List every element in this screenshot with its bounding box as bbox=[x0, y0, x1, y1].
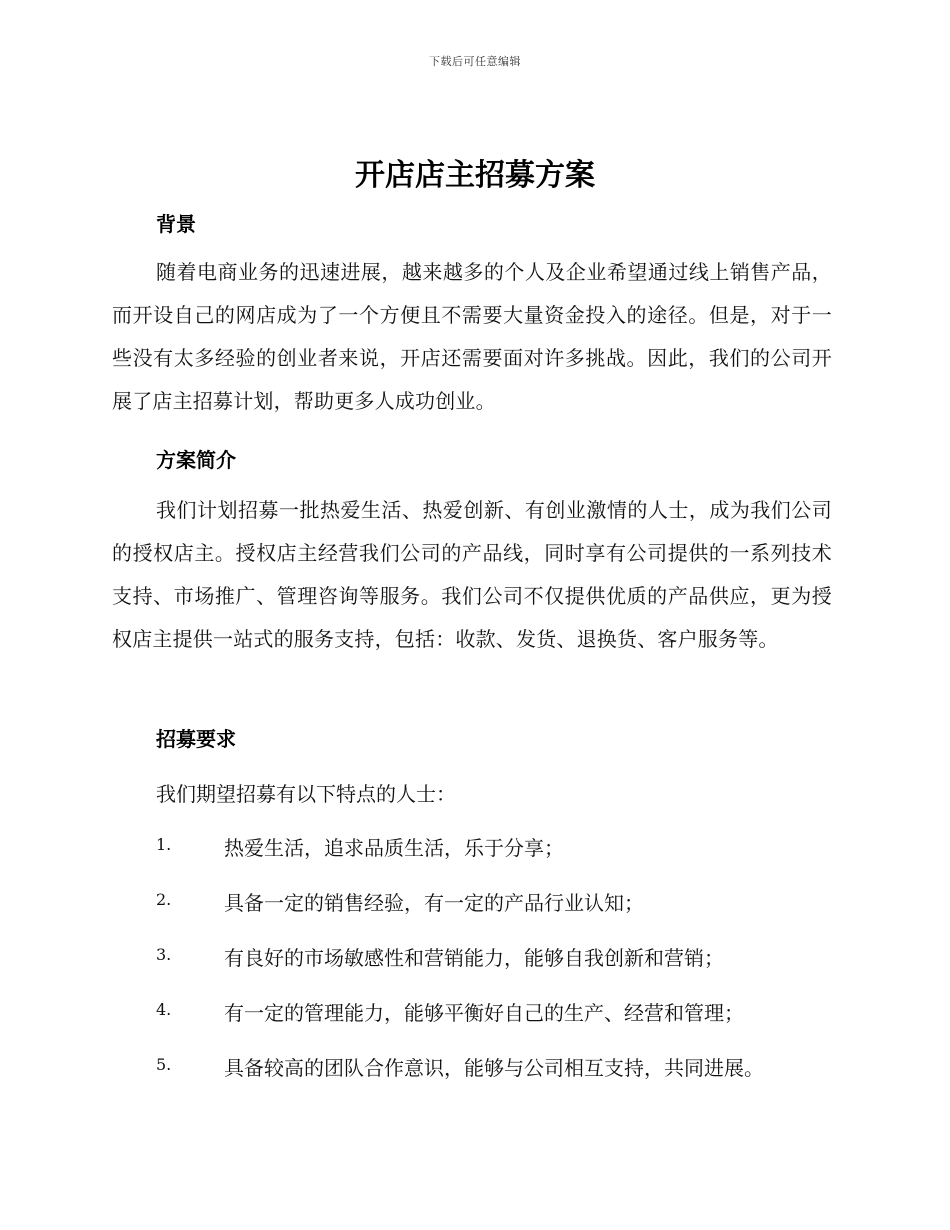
overview-paragraph: 我们计划招募一批热爱生活、热爱创新、有创业激情的人士，成为我们公司的授权店主。授权店主经营我们公司的产品线，同时享有公司提供的一系列技术支持、市场推广、管理咨询等服务。我们公司不仅提供优质的产品供应，更为授权店主提供一站式的服务支持，包括：收款、发货、退换货、客户服务等。 bbox=[112, 498, 832, 651]
section-heading-overview: 方案简介 bbox=[156, 448, 236, 472]
section-overview bbox=[112, 444, 832, 473]
list-item-number: 5. bbox=[156, 1055, 172, 1074]
list-item-text: 有一定的管理能力，能够平衡好自己的生产、经营和管理； bbox=[224, 1001, 744, 1025]
page-header: 下载后可任意编辑 bbox=[429, 55, 521, 68]
list-item-number: 1. bbox=[156, 835, 172, 854]
document-title: 开店店主招募方案 bbox=[355, 158, 595, 193]
requirements-list bbox=[112, 832, 832, 1092]
section-heading-background: 背景 bbox=[156, 212, 196, 236]
list-item-number: 2. bbox=[156, 890, 172, 909]
list-item-number: 3. bbox=[156, 945, 172, 964]
section-heading-requirements: 招募要求 bbox=[156, 727, 236, 751]
requirements-intro: 我们期望招募有以下特点的人士： bbox=[156, 782, 456, 806]
list-item-text: 有良好的市场敏感性和营销能力，能够自我创新和营销； bbox=[224, 946, 724, 970]
section-requirements bbox=[112, 723, 832, 752]
list-item-text: 具备一定的销售经验，有一定的产品行业认知； bbox=[224, 891, 644, 915]
list-item-number: 4. bbox=[156, 1000, 172, 1019]
list-item-text: 具备较高的团队合作意识，能够与公司相互支持，共同进展。 bbox=[224, 1056, 764, 1080]
list-item-text: 热爱生活，追求品质生活，乐于分享； bbox=[224, 836, 564, 860]
section-background-body bbox=[112, 251, 832, 423]
section-background bbox=[112, 208, 832, 237]
requirements-intro-wrap bbox=[112, 778, 832, 807]
section-overview-body bbox=[112, 489, 832, 661]
background-paragraph: 随着电商业务的迅速进展，越来越多的个人及企业希望通过线上销售产品，而开设自己的网店成为了一个方便且不需要大量资金投入的途径。但是，对于一些没有太多经验的创业者来说，开店还需要面对许多挑战。因此，我们的公司开展了店主招募计划，帮助更多人成功创业。 bbox=[112, 260, 832, 413]
